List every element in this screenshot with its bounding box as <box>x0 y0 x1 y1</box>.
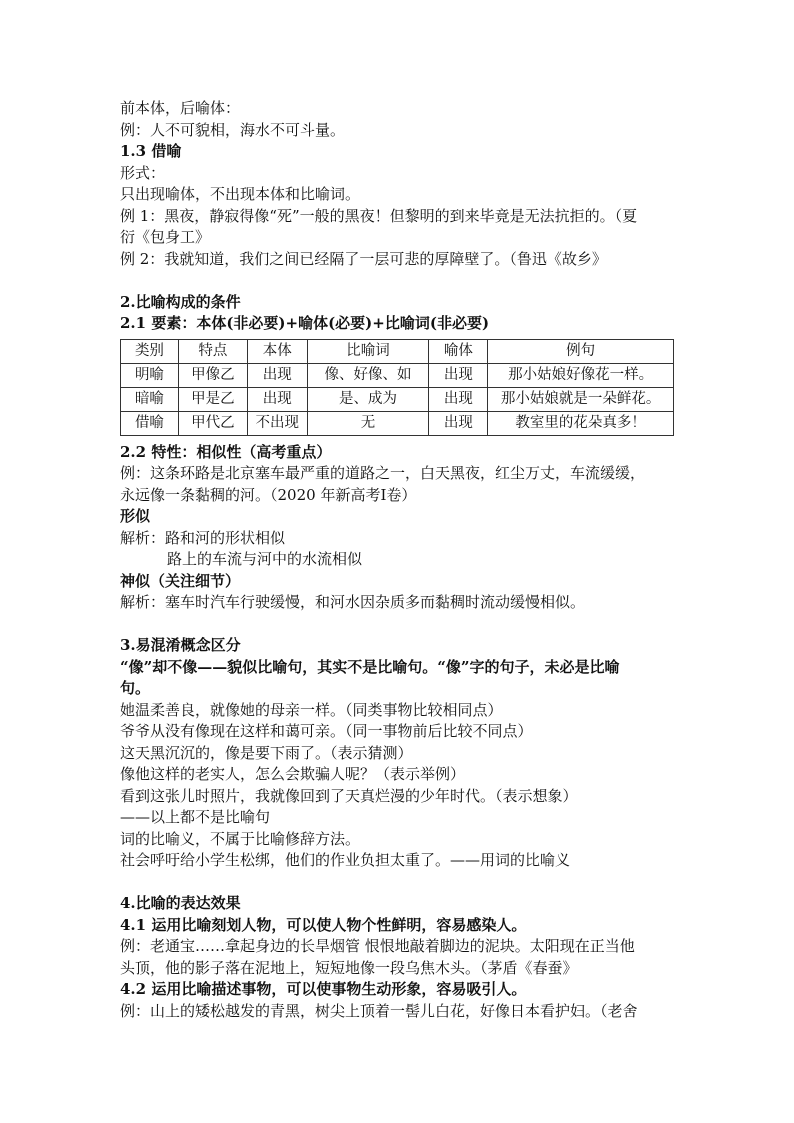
table-cell: 暗喻 <box>121 387 179 411</box>
spacer <box>120 614 686 636</box>
text-line: 解析：路和河的形状相似 <box>120 528 286 547</box>
text-line: 衍《包身工》 <box>120 228 211 246</box>
table-cell: 出现 <box>429 363 488 387</box>
spacer <box>120 270 686 292</box>
table-header-cell: 例句 <box>488 339 674 363</box>
table-cell: 不出现 <box>247 411 307 435</box>
table-cell: 像、好像、如 <box>307 363 429 387</box>
analysis-line-2: 路上的车流与河中的水流相似 <box>167 550 363 568</box>
table-header-cell: 喻体 <box>429 339 488 363</box>
text-line: 例：老通宝……拿起身边的长旱烟管 恨恨地敲着脚边的泥块。太阳现在正当他 <box>120 937 635 955</box>
table-header-row <box>121 339 674 363</box>
text-line: 例：这条环路是北京塞车最严重的道路之一，白天黑夜，红尘万丈，车流缓缓， <box>120 464 646 482</box>
text-line: 形式： <box>120 163 166 182</box>
table-header-cell: 类别 <box>121 339 179 363</box>
heading-line: 神似（关注细节） <box>120 571 241 590</box>
table-cell: 甲像乙 <box>178 363 247 387</box>
section-2-1-title: 2.1 要素：本体(非必要)+喻体(必要)+比喻词(非必要) <box>120 314 490 332</box>
text-line: 解析：塞车时汽车行驶缓慢，和河水因杂质多而黏稠时流动缓慢相似。 <box>120 593 586 611</box>
heading-line: 1.3 借喻 <box>120 142 182 160</box>
text-line: 例 1：黑夜，静寂得像“死”一般的黑夜！但黎明的到来毕竟是无法抗拒的。（夏 <box>120 206 638 225</box>
text-line: 爷爷从没有像现在这样和蔼可亲。（同一事物前后比较不同点） <box>120 722 533 740</box>
text-line: 前本体，后喻体： <box>120 99 241 117</box>
section-2-2-similarity <box>120 442 686 550</box>
section-1-3-borrowed-metaphor <box>120 98 686 270</box>
section-2-title: 2.比喻构成的条件 <box>120 292 241 311</box>
text-line: 看到这张儿时照片，我就像回到了天真烂漫的少年时代。（表示想象） <box>120 786 578 805</box>
table-cell: 出现 <box>429 411 488 435</box>
table-cell: 无 <box>307 411 429 435</box>
table-header-cell: 特点 <box>178 339 247 363</box>
heading-line: “像”却不像——貌似比喻句，其实不是比喻句。“像”字的句子，未必是比喻 <box>120 657 620 676</box>
spirit-similarity <box>120 571 686 614</box>
table-header-cell: 比喻词 <box>307 339 429 363</box>
text-line: 头顶，他的影子落在泥地上，短短地像一段乌焦木头。（茅盾《春蚕》 <box>120 958 578 977</box>
table-cell: 出现 <box>247 387 307 411</box>
document-body <box>120 98 686 1022</box>
table-row <box>121 363 674 387</box>
text-line: 例 2：我就知道，我们之间已经隔了一层可悲的厚障壁了。（鲁迅《故乡》 <box>120 249 607 268</box>
table-header-cell: 本体 <box>247 339 307 363</box>
table-cell: 教室里的花朵真多！ <box>488 411 674 435</box>
heading-line: 形似 <box>120 507 151 525</box>
text-line: 像他这样的老实人，怎么会欺骗人呢？（表示举例） <box>120 765 466 783</box>
table-cell: 借喻 <box>121 411 179 435</box>
spacer <box>120 872 686 894</box>
table-cell: 那小姑娘好像花一样。 <box>488 363 674 387</box>
text-line: 她温柔善良，就像她的母亲一样。（同类事物比较相同点） <box>120 700 503 719</box>
table-row <box>121 411 674 435</box>
text-line: 例：山上的矮松越发的青黑，树尖上顶着一髻儿白花，好像日本看护妇。（老舍 <box>120 1001 638 1020</box>
text-line: 词的比喻义，不属于比喻修辞方法。 <box>120 829 361 848</box>
heading-line: 4.2 运用比喻描述事物，可以使事物生动形象，容易吸引人。 <box>120 980 527 998</box>
text-line: 永远像一条黏稠的河。（2020 年新高考Ⅰ卷） <box>120 485 417 504</box>
section-3-confusing-concepts <box>120 635 686 872</box>
heading-line: 4.1 运用比喻刻划人物，可以使人物个性鲜明，容易感染人。 <box>120 915 527 934</box>
table-cell: 甲是乙 <box>178 387 247 411</box>
table-cell: 那小姑娘就是一朵鲜花。 <box>488 387 674 411</box>
text-line: ——以上都不是比喻句 <box>120 808 271 826</box>
table-cell: 明喻 <box>121 363 179 387</box>
section-4-expression-effects <box>120 893 686 1022</box>
text-line: 只出现喻体，不出现本体和比喻词。 <box>120 185 361 203</box>
heading-line: 4.比喻的表达效果 <box>120 894 241 912</box>
text-line: 例：人不可貌相，海水不可斗量。 <box>120 120 346 139</box>
table-row <box>121 387 674 411</box>
table-cell: 出现 <box>247 363 307 387</box>
table-cell: 甲代乙 <box>178 411 247 435</box>
text-line: 这天黑沉沉的，像是要下雨了。（表示猜测） <box>120 743 413 762</box>
heading-line: 3.易混淆概念区分 <box>120 636 241 654</box>
metaphor-types-table <box>120 339 674 436</box>
text-line: 社会呼吁给小学生松绑，他们的作业负担太重了。——用词的比喻义 <box>120 851 571 869</box>
heading-line: 句。 <box>120 679 151 697</box>
heading-line: 2.2 特性：相似性（高考重点） <box>120 442 332 461</box>
table-cell: 出现 <box>429 387 488 411</box>
table-cell: 是、成为 <box>307 387 429 411</box>
